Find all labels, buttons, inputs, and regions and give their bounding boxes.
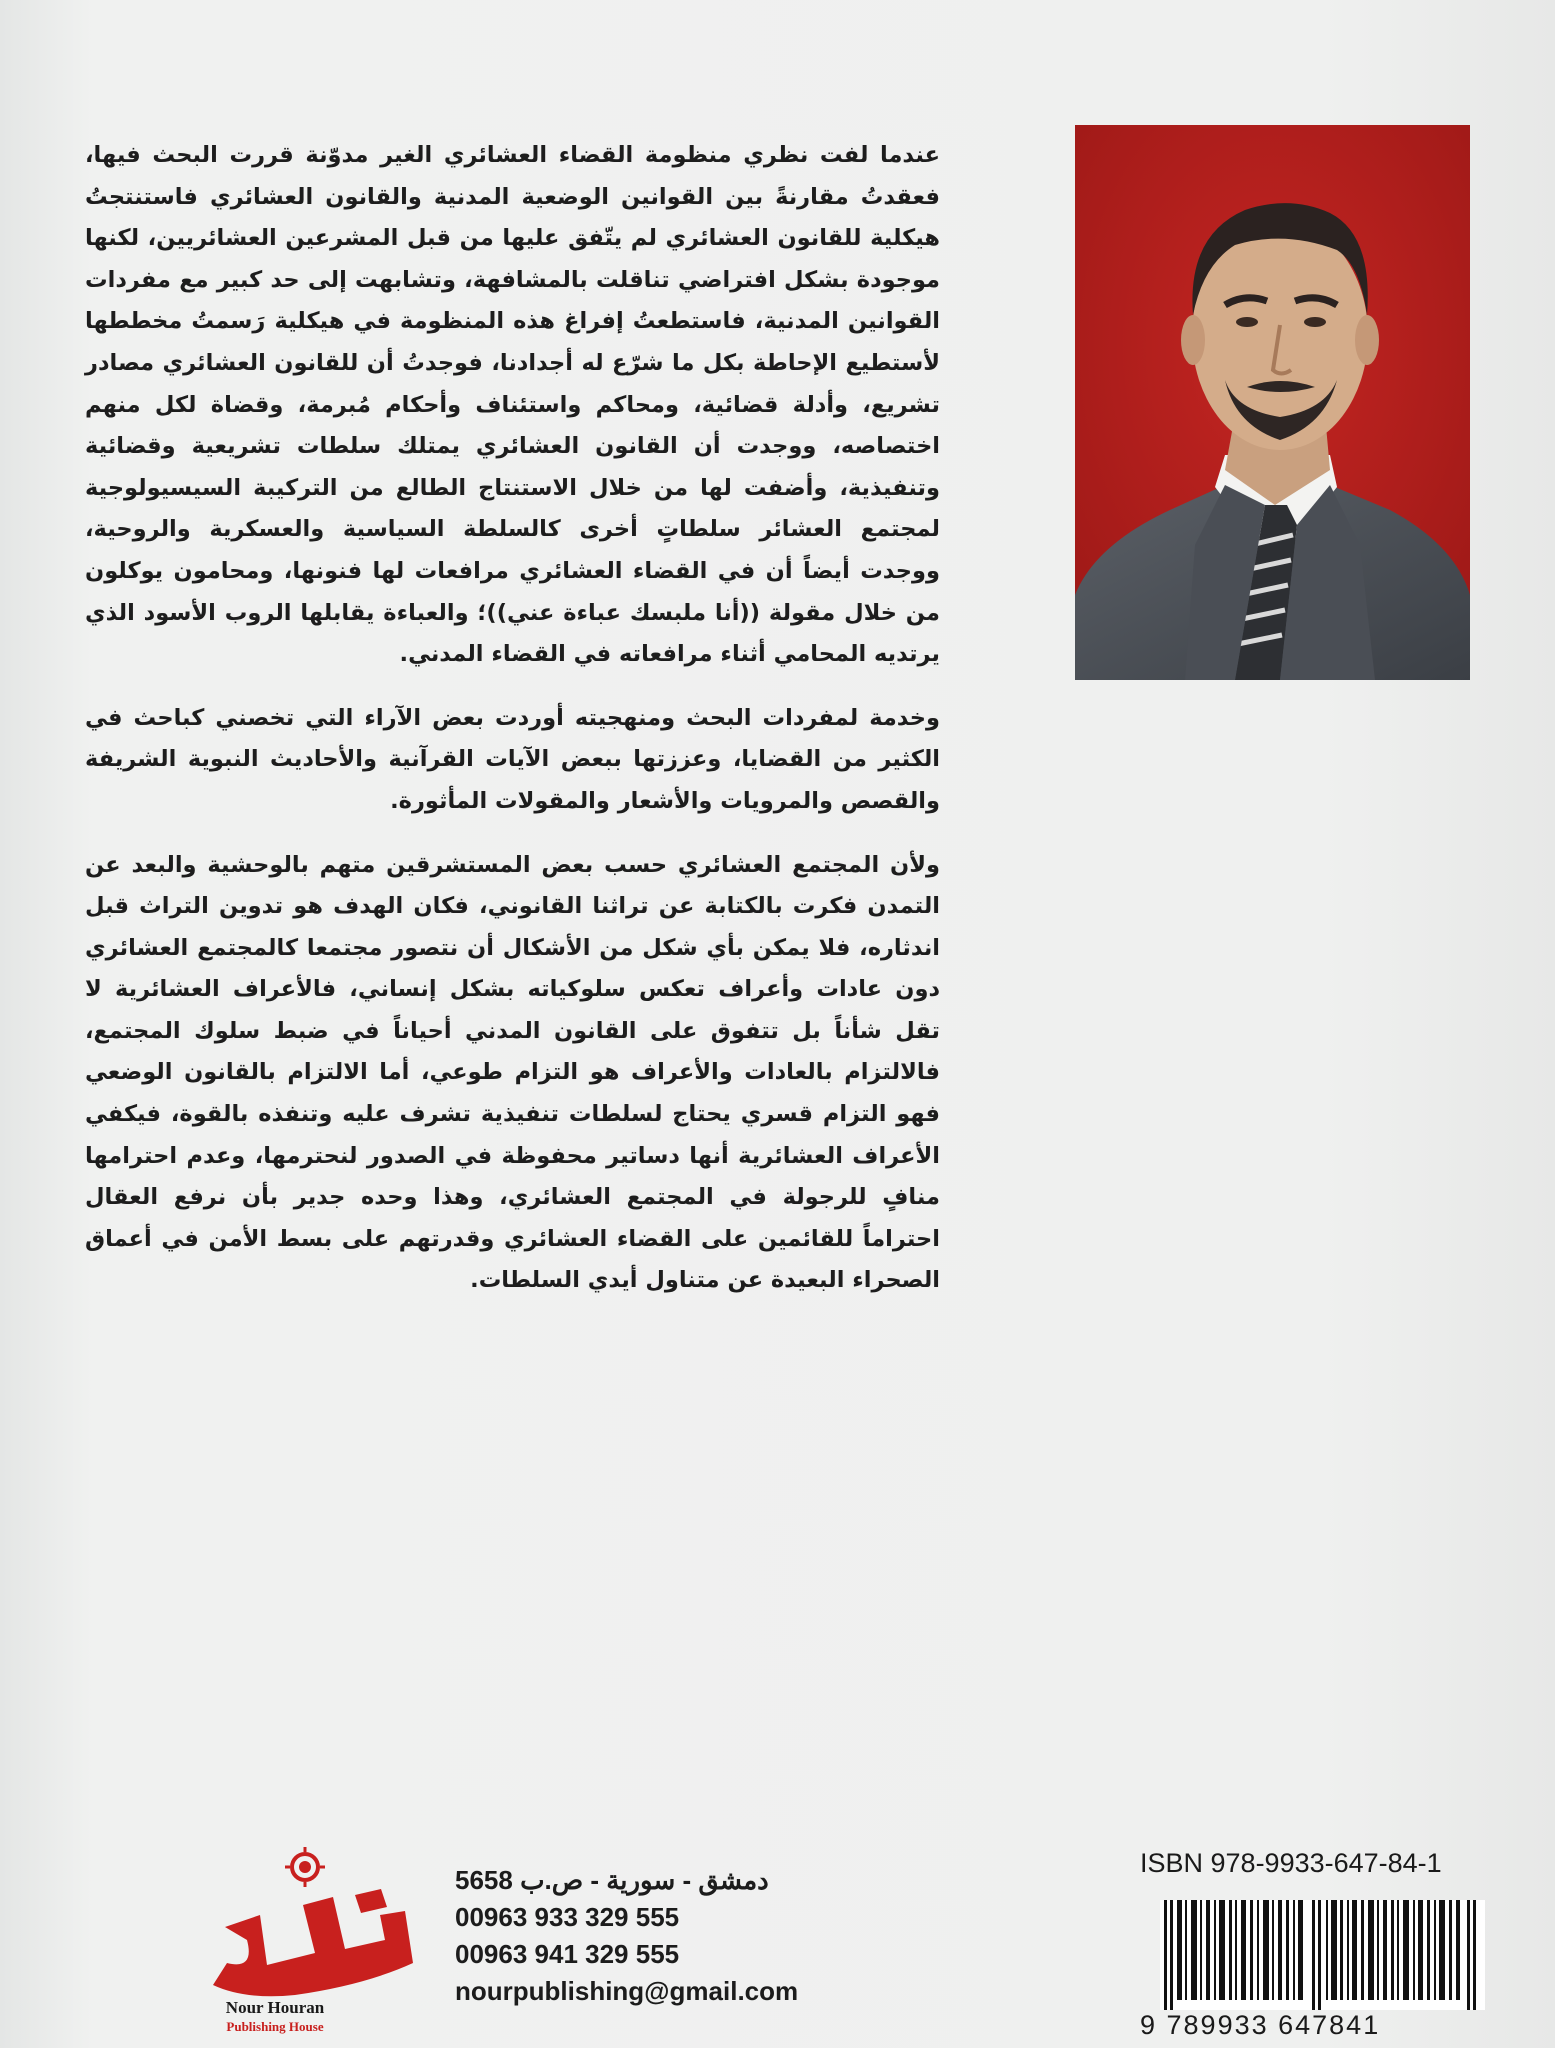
author-photo (1075, 125, 1470, 680)
publisher-contact (455, 1862, 855, 2010)
publisher-phone-1: 00963 933 329 555 (455, 1902, 680, 1932)
barcode-digits: 9 789933 647841 (1140, 2010, 1381, 2040)
blurb-paragraph-3: ولأن المجتمع العشائري حسب بعض المستشرقين متهم بالوحشية والبعد عن التمدن فكرت بالكتابة عن تراثنا القانوني، فكان الهدف هو تدوين التراث قبل اندثاره، فلا يمكن بأي شكل من الأشكال أن نتصور مجتمعا كالمجتمع العشائري دون عادات وأعراف تعكس سلوكياته بشكل إنساني، فالأعراف العشائرية لا تقل شأناً بل تتفوق على القانون المدني أحياناً في ضبط سلوك المجتمع، فالالتزام بالعادات والأعراف هو التزام طوعي، أما الالتزام بالقانون الوضعي فهو التزام قسري يحتاج لسلطات تنفيذية تشرف عليه وتنفذه بالقوة، فيكفي الأعراف العشائرية أنها دساتير محفوظة في الصدور لنحترمها، وعدم احترامها منافٍ للرجولة في المجتمع العشائري، وهذا وحده جدير بأن نرفع العقال احتراماً للقائمين على القضاء العشائري وقدرتهم على بسط الأمن في أعماق الصحراء البعيدة عن متناول أيدي السلطات. (85, 851, 940, 1294)
isbn-label: ISBN 978-9933-647-84-1 (1140, 1848, 1442, 1878)
publisher-logo (205, 1845, 415, 2035)
isbn-barcode (1160, 1900, 1485, 2010)
blurb-paragraph-2: وخدمة لمفردات البحث ومنهجيته أوردت بعض الآراء التي تخصني كباحث في الكثير من القضايا، وعززتها ببعض الآيات القرآنية والأحاديث النبوية الشريفة والقصص والمرويات والأشعار والمقولات المأثورة. (85, 704, 940, 814)
back-cover-blurb (85, 135, 940, 1324)
publisher-logo-name: Nour Houran (225, 1998, 325, 2017)
publisher-logo-subtitle: Publishing House (226, 2019, 324, 2034)
blurb-paragraph-1: عندما لفت نظري منظومة القضاء العشائري الغير مدوّنة قررت البحث فيها، فعقدتُ مقارنةً بين القوانين الوضعية المدنية والقانون العشائري فاستنتجتُ هيكلية للقانون العشائري لم يتّفق عليها من قبل المشرعين العشائريين، لكنها موجودة بشكل افتراضي تناقلت بالمشافهة، وتشابهت إلى حد كبير مع مفردات القوانين المدنية، فاستطعتُ إفراغ هذه المنظومة في هيكلية رَسمتُ مخططها لأستطيع الإحاطة بكل ما شرّع له أجدادنا، فوجدتُ أن للقانون العشائري مصادر تشريع، وأدلة قضائية، ومحاكم واستئناف وأحكام مُبرمة، وقضاة لكل منهم اختصاصه، ووجدت أن القانون العشائري يمتلك سلطات تشريعية وقضائية وتنفيذية، وأضفت لها من خلال الاستنتاج الطالع من التركيبة السيسيولوجية لمجتمع العشائر سلطاتٍ أخرى كالسلطة السياسية والعسكرية والروحية، ووجدت أيضاً أن في القضاء العشائري مرافعات لها فنونها، ومحامون يوكلون من خلال مقولة ((أنا ملبسك عباءة عني))؛ والعباءة يقابلها الروب الأسود الذي يرتديه المحامي أثناء مرافعاته في القضاء المدني. (85, 142, 940, 668)
publisher-email: nourpublishing@gmail.com (455, 1976, 799, 2006)
publisher-phone-2: 00963 941 329 555 (455, 1939, 680, 1969)
publisher-address: دمشق - سورية - ص.ب 5658 (455, 1865, 769, 1895)
